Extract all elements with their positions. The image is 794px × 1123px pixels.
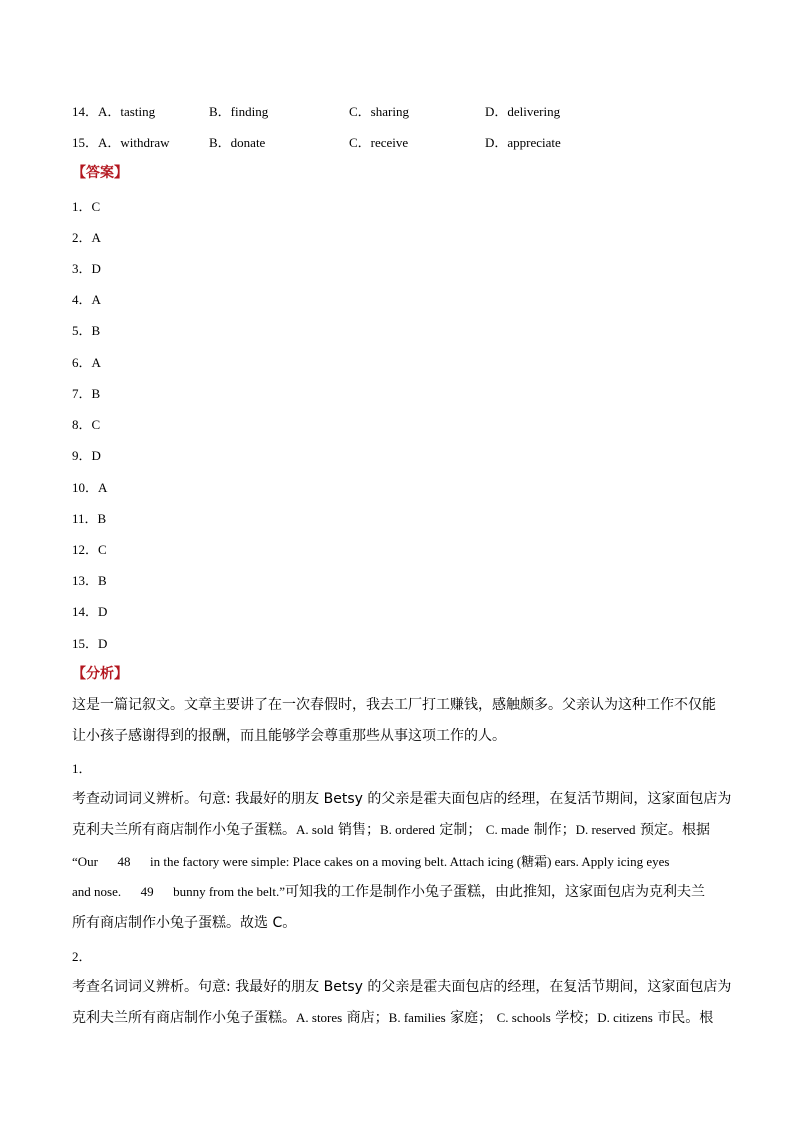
answer-item: 5．B <box>72 323 101 338</box>
answer-item: 10．A <box>72 480 108 495</box>
answer-heading: 【答案】 <box>72 165 128 181</box>
answer-item: 12．C <box>72 542 107 557</box>
quoted-passage: “Our 48 in the factory were simple: Place cakes on a moving belt. Attach icing (糖霜) ears. Apply icing eyes <box>72 854 670 869</box>
item-number: 1． <box>72 761 92 776</box>
answer-item: 7．B <box>72 386 101 401</box>
answer-item: 6．A <box>72 355 101 370</box>
option-b: B．finding <box>209 104 269 119</box>
answer-item: 11．B <box>72 511 107 526</box>
summary-line: 让小孩子感谢得到的报酬，而且能够学会尊重那些从事这项工作的人。 <box>72 728 506 744</box>
option-a: 14．A．tasting <box>72 104 156 119</box>
answer-item: 15．D <box>72 636 108 651</box>
answer-item: 2．A <box>72 230 101 245</box>
answer-item: 3．D <box>72 261 101 276</box>
explanation-line: 考查动词词义辨析。句意: 我最好的朋友 Betsy 的父亲是霍夫面包店的经理，在复活节期间，这家面包店为 <box>72 791 732 807</box>
answer-item: 13．B <box>72 573 107 588</box>
option-c: C．sharing <box>349 104 409 119</box>
option-a: 15．A．withdraw <box>72 135 170 150</box>
option-c: C．receive <box>349 135 409 150</box>
explanation-line: 所有商店制作小兔子蛋糕。故选 C。 <box>72 915 297 931</box>
answer-item: 8．C <box>72 417 101 432</box>
answer-item: 1．C <box>72 199 101 214</box>
explanation-line: 考查名词词义辨析。句意: 我最好的朋友 Betsy 的父亲是霍夫面包店的经理，在复活节期间，这家面包店为 <box>72 979 732 995</box>
analysis-heading: 【分析】 <box>72 666 128 682</box>
answer-item: 4．A <box>72 292 101 307</box>
option-b: B．donate <box>209 135 266 150</box>
explanation-line: and nose. 49 bunny from the belt.”可知我的工作是制作小兔子蛋糕，由此推知，这家面包店为克利夫兰 <box>72 884 706 900</box>
option-d: D．appreciate <box>485 135 561 150</box>
item-number: 2． <box>72 949 92 964</box>
answer-item: 9．D <box>72 448 101 463</box>
summary-line: 这是一篇记叙文。文章主要讲了在一次春假时，我去工厂打工赚钱，感触颇多。父亲认为这种工作不仅能 <box>72 697 716 713</box>
answer-item: 14．D <box>72 604 108 619</box>
explanation-line: 克利夫兰所有商店制作小兔子蛋糕。A. stores 商店；B. families 家庭； C. schools 学校；D. citizens 市民。根 <box>72 1010 714 1026</box>
explanation-line: 克利夫兰所有商店制作小兔子蛋糕。A. sold 销售；B. ordered 定制； C. made 制作；D. reserved 预定。根据 <box>72 822 710 838</box>
option-d: D．delivering <box>485 104 561 119</box>
